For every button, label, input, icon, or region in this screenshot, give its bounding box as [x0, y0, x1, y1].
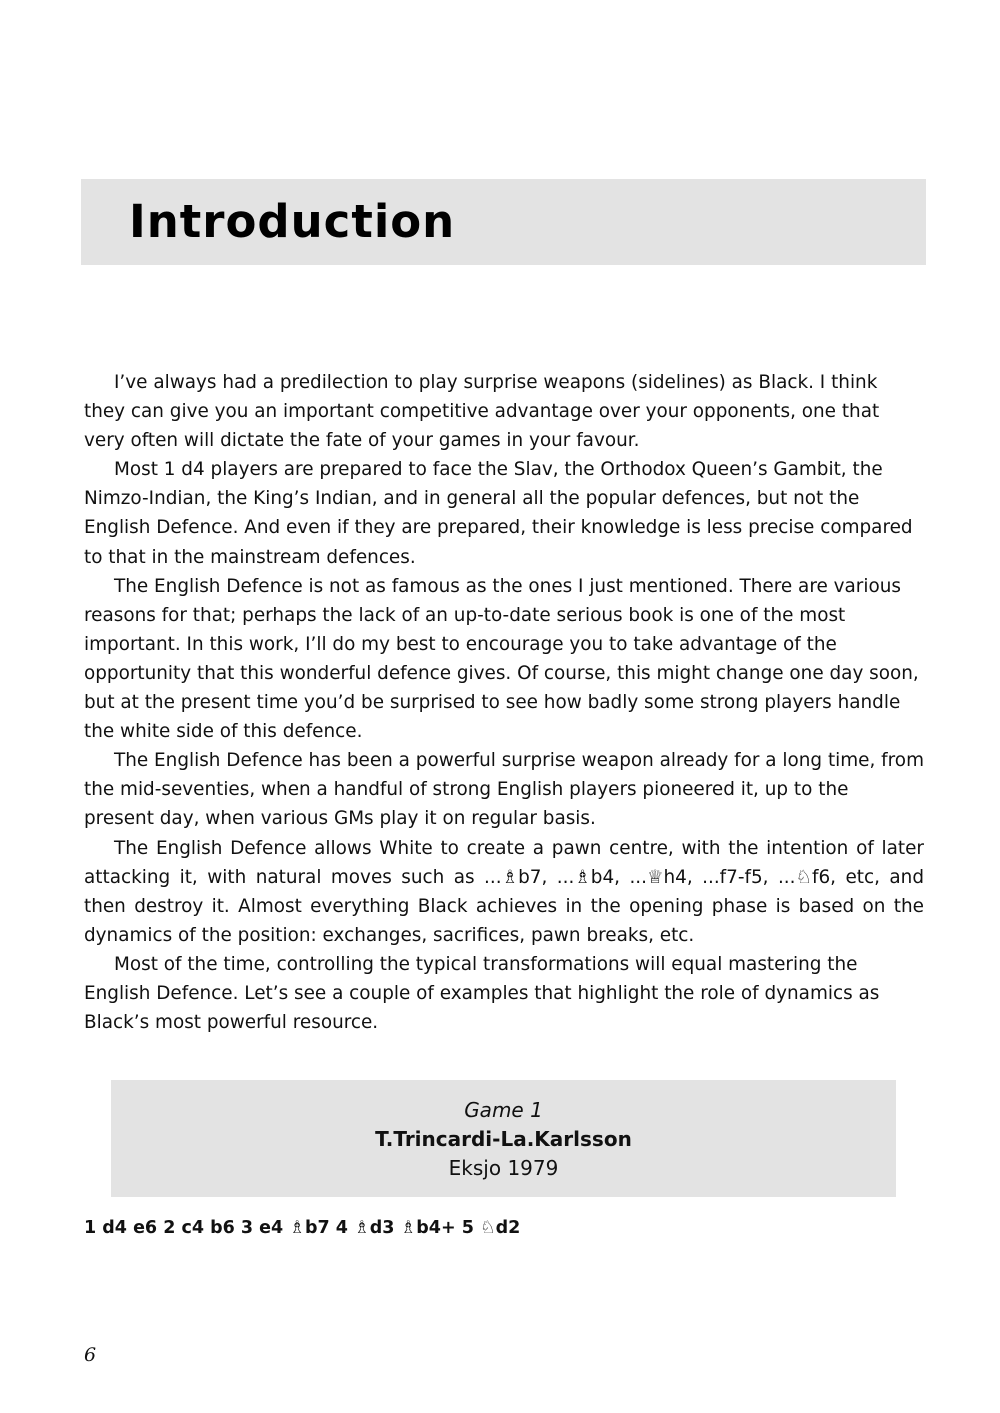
game-label: Game 1 [464, 1098, 543, 1122]
game-players: T.Trincardi-La.Karlsson [375, 1127, 632, 1151]
chapter-heading-band [81, 179, 926, 265]
game-moves: 1 d4 e6 2 c4 b6 3 e4 ♗b7 4 ♗d3 ♗b4+ 5 ♘d2 [84, 1218, 521, 1238]
chapter-title: Introduction [129, 195, 456, 248]
paragraph: Most 1 d4 players are prepared to face the Slav, the Orthodox Queen’s Gambit, the Nimzo-Indian, the King’s Indian, and in general all the popular defences, but not the English Defence. And even if they are prepared, their knowledge is less precise compared to that in the mainstream defences. [84, 459, 913, 568]
game-header-box [111, 1080, 896, 1197]
paragraph: The English Defence has been a powerful surprise weapon already for a long time, from the mid-seventies, when a handful of strong English players pioneered it, up to the present day, when various GMs play it on regular basis. [84, 750, 924, 830]
paragraph: Most of the time, controlling the typical transformations will equal mastering the English Defence. Let’s see a couple of examples that highlight the role of dynamics as Black’s most powerful resource. [84, 953, 880, 1034]
paragraph: I’ve always had a predilection to play surprise weapons (sidelines) as Black. I think they can give you an important competitive advantage over your opponents, one that very often will dictate the fate of your games in your favour. [84, 372, 880, 452]
body-text [84, 368, 924, 1037]
page-number: 6 [84, 1344, 97, 1366]
game-event: Eksjo 1979 [448, 1156, 559, 1180]
paragraph: The English Defence allows White to create a pawn centre, with the intention of later attacking it, with natural moves such as ...♗b7, ...♗b4, ...♕h4, ...f7-f5, ...♘f6, etc, and then destroy it. Almost everything Black achieves in the opening phase is based on the dynamics of the position: exchanges, sacrifices, pawn breaks, etc. [84, 837, 924, 946]
paragraph: The English Defence is not as famous as the ones I just mentioned. There are various reasons for that; perhaps the lack of an up-to-date serious book is one of the most important. In this work, I’ll do my best to encourage you to take advantage of the opportunity that this wonderful defence gives. Of course, this might change one day soon, but at the present time you’d be surprised to see how badly some strong players handle the white side of this defence. [84, 575, 919, 743]
